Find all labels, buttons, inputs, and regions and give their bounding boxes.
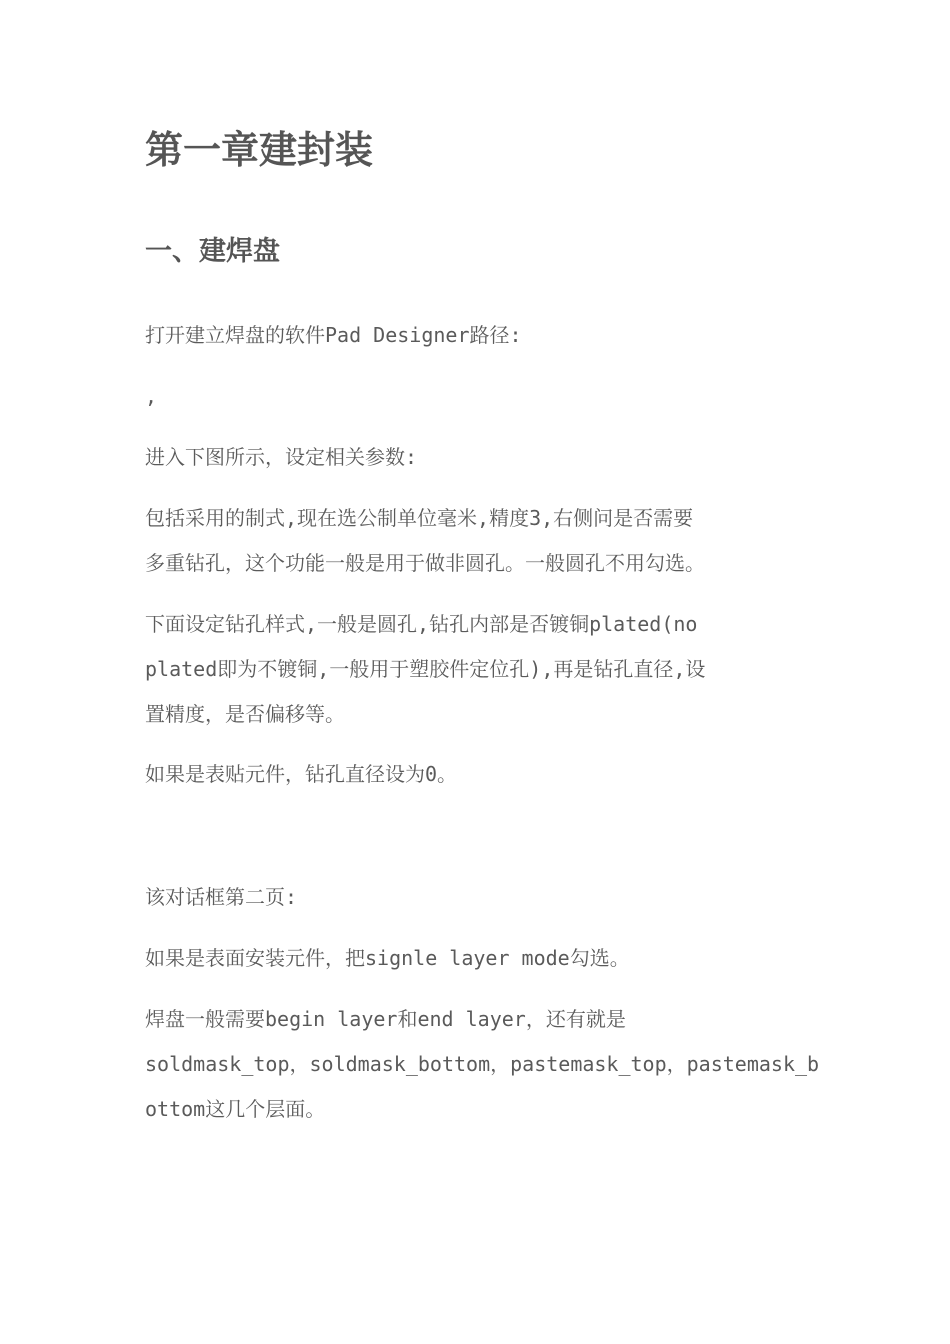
paragraph-line: 多重钻孔，这个功能一般是用于做非圆孔。一般圆孔不用勾选。 <box>145 551 705 575</box>
paragraph-line: 焊盘一般需要begin layer和end layer，还有就是 <box>145 1007 626 1031</box>
section-title: 一、建焊盘 <box>145 236 280 267</box>
paragraph-line: 如果是表面安装元件，把signle layer mode勾选。 <box>145 946 630 970</box>
paragraph-dialog-page-two <box>145 875 815 920</box>
paragraph-single-layer <box>145 936 815 981</box>
paragraph-line: , <box>145 384 158 408</box>
paragraph-drill-style <box>145 602 815 737</box>
paragraph-line: plated即为不镀铜,一般用于塑胶件定位孔),再是钻孔直径,设 <box>145 657 706 681</box>
paragraph-smd-drill <box>145 752 815 797</box>
paragraph-line: 置精度，是否偏移等。 <box>145 702 345 726</box>
paragraph-set-params <box>145 435 815 480</box>
paragraph-units <box>145 496 815 586</box>
paragraph-line: 如果是表贴元件，钻孔直径设为0。 <box>145 762 458 786</box>
paragraph-line: ottom这几个层面。 <box>145 1097 326 1121</box>
paragraph-open-software <box>145 313 815 358</box>
paragraph-layers <box>145 997 820 1132</box>
paragraph-line: soldmask_top，soldmask_bottom，pastemask_top，pastemask_b <box>145 1052 820 1076</box>
paragraph-line: 包括采用的制式,现在选公制单位毫米,精度3,右侧问是否需要 <box>145 506 694 530</box>
paragraph-line: 该对话框第二页: <box>145 885 298 909</box>
paragraph-line: 进入下图所示，设定相关参数: <box>145 445 418 469</box>
chapter-title: 第一章建封装 <box>145 127 374 172</box>
paragraph-comma <box>145 374 815 419</box>
paragraph-line: 下面设定钻孔样式,一般是圆孔,钻孔内部是否镀铜plated(no <box>145 612 698 636</box>
paragraph-line: 打开建立焊盘的软件Pad Designer路径: <box>145 323 522 347</box>
